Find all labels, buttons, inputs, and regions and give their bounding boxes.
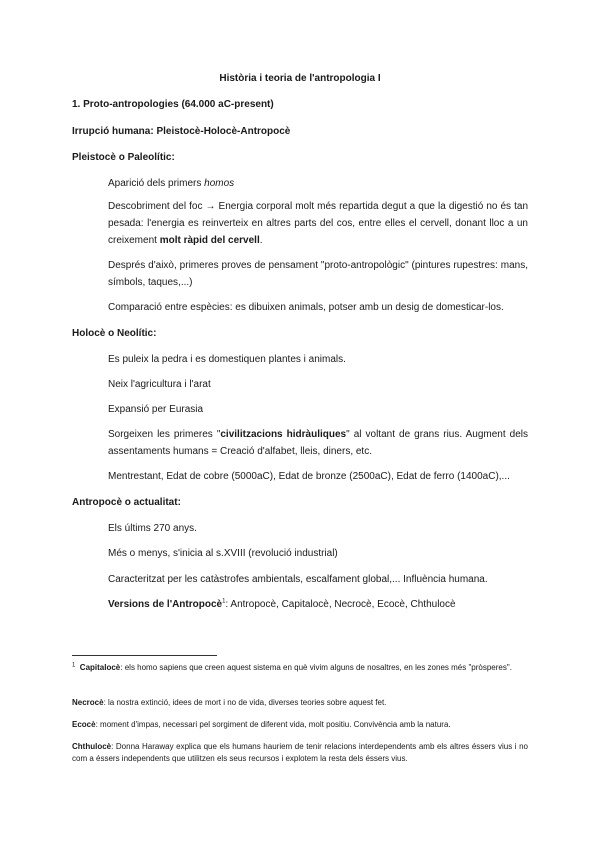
bold-term: civilitzacions hidràuliques [220,429,347,440]
bold-term: Capitalocè [79,663,121,672]
footnote-chthulucene [72,741,528,765]
paragraph-text-end: . [259,235,263,246]
footnote-text: : la nostra extinció, idees de mort i no de vida, diverses teories sobre aquest fet. [103,698,387,707]
footnote-text: : els homo sapiens que creen aquest sistema en què vivim alguns de nosaltres, en les zones més "pròsperes". [120,663,512,672]
italic-term: homos [204,178,235,189]
paragraph-agriculture: Neix l'agricultura i l'arat [108,379,211,390]
heading-pleistocene: Pleistocè o Paleolític: [72,152,175,163]
bold-term: Ecocè [72,720,96,729]
footnote-text: : moment d'impas, necessari pel sorgiment de diferent vida, molt positiu. Convivència amb la natura. [95,720,451,729]
paragraph-species-comparison: Comparació entre espècies: es dibuixen animals, potser amb un desig de domesticar-los. [108,302,504,313]
paragraph-proto-anthropological-thought: Després d'això, primeres proves de pensament "proto-antropològic" (pintures rupestres: mans, símbols, taques,...) [108,260,528,288]
footnote-necrocene [72,697,386,709]
bold-term: Necrocè [72,698,104,707]
paragraph-stone-polishing: Es puleix la pedra i es domestiquen plantes i animals. [108,354,346,365]
footnote-capitalocene [72,662,528,674]
footnote-text: : Donna Haraway explica que els humans hauriem de tenir relacions interdependents amb els altres éssers vius i no com a éssers independents que utilitzen els seus recursos i explotem la resta dels éssers vius. [72,742,528,763]
bold-term: Chthulocè [72,742,112,751]
heading-anthropocene: Antropocè o actualitat: [72,497,181,508]
paragraph-eurasia-expansion: Expansió per Eurasia [108,404,204,415]
paragraph-anthropocene-versions [108,596,456,613]
footnote-separator [72,655,217,656]
paragraph-text: : Antropocè, Capitalocè, Necrocè, Ecocè, Chthulocè [225,599,456,610]
paragraph-last-270-years: Els últims 270 anys. [108,523,197,534]
paragraph-industrial-revolution: Més o menys, s'inicia al s.XVIII (revolució industrial) [108,548,338,559]
bold-term: molt ràpid del cervell [159,235,260,246]
paragraph-first-homos [108,175,234,192]
paragraph-metal-ages: Mentrestant, Edat de cobre (5000aC), Edat de bronze (2500aC), Edat de ferro (1400aC),... [108,471,510,482]
footnote-ref[interactable]: 1 [222,598,226,605]
paragraph-text-continued: " al voltant de grans rius. Augment dels assentaments humans = Creació d'alfabet, lleis, diners, etc. [108,429,529,457]
heading-holocene: Holocè o Neolític: [72,328,157,339]
paragraph-text: Aparició dels primers [108,178,205,189]
bold-term: Versions de l'Antropocè [108,599,223,610]
paragraph-environmental-catastrophes: Caracteritzat per les catàstrofes ambientals, escalfament global,... Influència humana. [108,574,488,585]
section-heading-human-irruption: Irrupció humana: Pleistocè-Holocè-Antropocè [72,126,291,137]
footnote-ecocene [72,719,451,731]
document-title: Història i teoria de l'antropologia I [219,73,381,84]
paragraph-text: Descobriment del foc → Energia corporal molt més repartida degut a que la digestió no és tan pesada: l'energia es reinverteix en altres parts del cos, entre elles el cervell, donant lloc a un creixement [108,201,528,246]
paragraph-fire-discovery [108,198,528,249]
footnote-number: 1 [72,662,76,669]
paragraph-hydraulic-civilizations [108,426,528,460]
section-heading-proto-anthropologies: 1. Proto-antropologies (64.000 aC-present) [72,99,274,110]
paragraph-text: Sorgeixen les primeres " [108,429,221,440]
